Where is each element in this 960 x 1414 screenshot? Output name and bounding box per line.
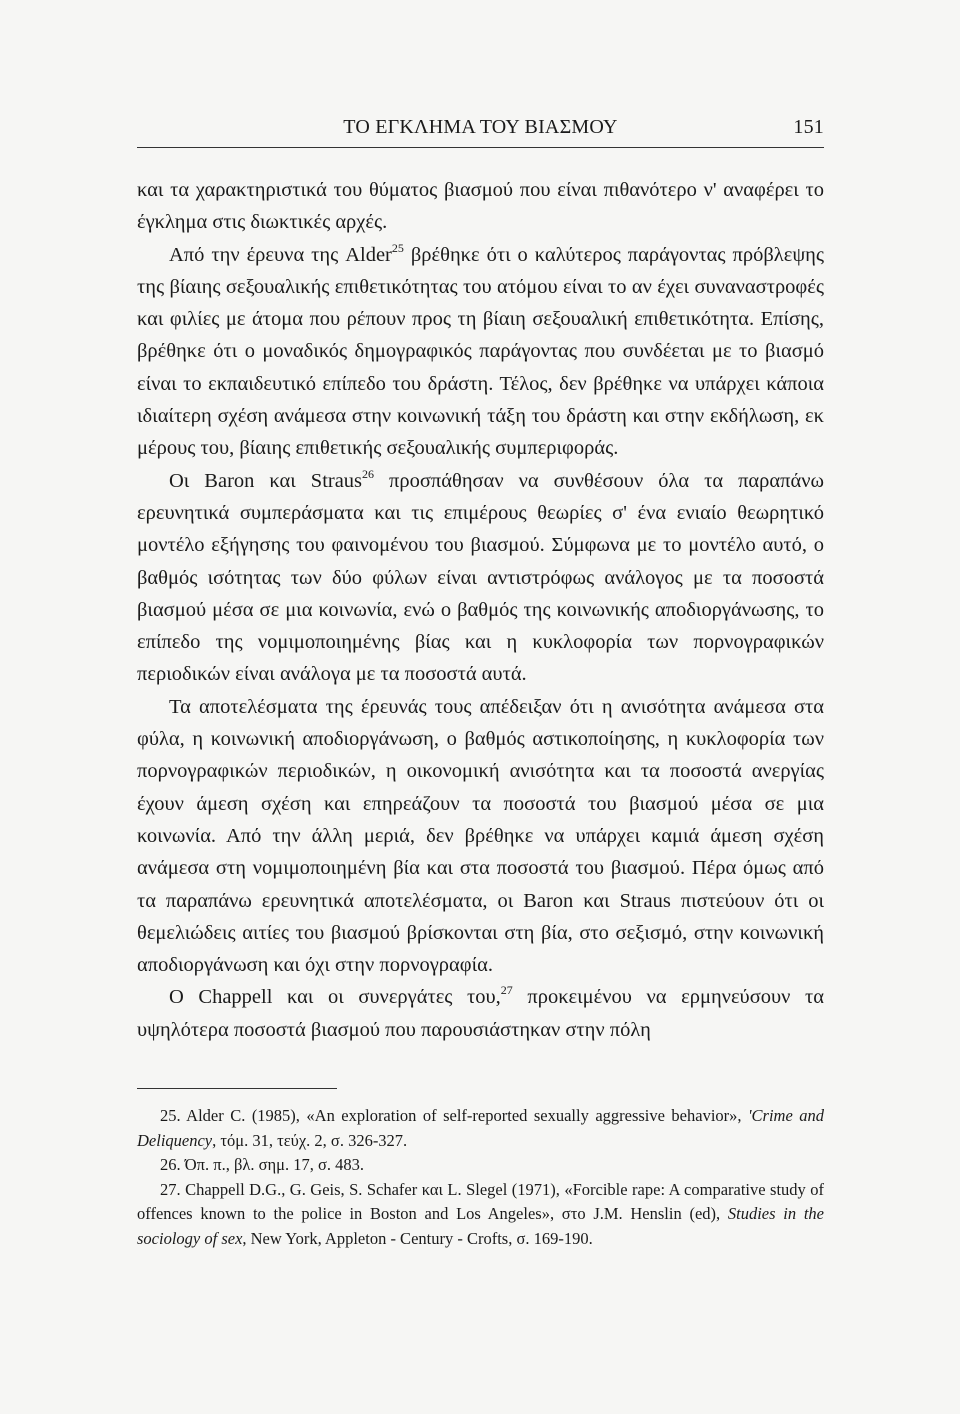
body-text: [137, 174, 824, 1046]
footnote-ref-25: 25: [391, 240, 404, 255]
footnote-26: 26. Όπ. π., βλ. σημ. 17, σ. 483.: [160, 1155, 364, 1175]
paragraph-1: και τα χαρακτηριστικά του θύματος βιασμού που είναι πιθανότερο ν' αναφέρει το έγκλημα στις διωκτικές αρχές.: [137, 179, 824, 234]
paragraph-4: Τα αποτελέσματα της έρευνάς τους απέδειξαν ότι η ανισότητα ανάμεσα στα φύλα, η κοινωνική αποδιοργάνωση, ο βαθμός αστικοποίησης, η κυκλοφορία των πορνογραφικών περιοδικών, η οικονομική ανισότητα και τα ποσοστά ανεργίας έχουν άμεση σχέση και επηρεάζουν τα ποσοστά του βιασμού μέσα σε μια κοινωνία. Από την άλλη μεριά, δεν βρέθηκε να υπάρχει καμιά άμεση σχέση ανάμεσα στη νομιμοποιημένη βία και στα ποσοστά του βιασμού. Πέρα όμως από τα παραπάνω ερευνητικά αποτελέσματα, οι Baron και Straus πιστεύουν ότι οι θεμελιώδεις αιτίες του βιασμού βρίσκονται στη βία, στο σεξισμό, στην κοινωνική αποδιοργάνωση και όχι στην πορνογραφία.: [137, 695, 824, 977]
footnote-ref-26: 26: [362, 466, 375, 481]
footnote-rule: [137, 1088, 337, 1089]
footnote-ref-27: 27: [500, 983, 513, 998]
paragraph-5: Ο Chappell και οι συνεργάτες του,$^{27}$ προκειμένου να ερμηνεύσουν τα υψηλότερα ποσοστά βιασμού που παρουσιάστηκαν στην πόλη: [137, 983, 825, 1041]
footnote-25: 25. Alder C. (1985), «An exploration of self-reported sexually aggressive behavior», 'Crime and Deliquency, τόμ. 31, τεύχ. 2, σ. 326-327.: [137, 1106, 824, 1150]
footnotes: [137, 1104, 824, 1252]
footnote-27: 27. Chappell D.G., G. Geis, S. Schafer και L. Slegel (1971), «Forcible rape: A comparative study of offences known to the police in Boston and Los Angeles», στο J.M. Henslin (ed), Studies in the sociology of sex, New York, Appleton - Century - Crofts, σ. 169-190.: [137, 1179, 824, 1248]
header-rule: [137, 147, 824, 148]
page-number: 151: [793, 116, 824, 138]
running-title: ΤΟ ΕΓΚΛΗΜΑ ΤΟΥ ΒΙΑΣΜΟΥ: [343, 116, 618, 138]
paragraph-2: Από την έρευνα της Alder$^{25}$ βρέθηκε ότι ο καλύτερος παράγοντας πρόβλεψης της βίαιης σεξουαλικής επιθετικότητας του ατόμου είναι το αν έχει συναναστροφές και φιλίες με άτομα που ρέπουν προς τη βίαιη σεξουαλική επιθετικότητα. Επίσης, βρέθηκε ότι ο μοναδικός δημογραφικός παράγοντας που συνδέεται με το βιασμό είναι το εκπαιδευτικό επίπεδο του δράστη. Τέλος, δεν βρέθηκε να υπάρχει κάποια ιδιαίτερη σχέση ανάμεσα στην κοινωνική τάξη του δράστη και στην εκδήλωση, εκ μέρους του, βίαιης επιθετικής σεξουαλικής συμπεριφοράς.: [137, 240, 824, 460]
paragraph-3: Οι Baron και Straus$^{26}$ προσπάθησαν να συνθέσουν όλα τα παραπάνω ερευνητικά συμπεράσματα και τις επιμέρους θεωρίες σ' ένα ενιαίο θεωρητικό μοντέλο εξήγησης του φαινομένου του βιασμού. Σύμφωνα με το μοντέλο αυτό, ο βαθμός ισότητας των δύο φύλων είναι αντιστρόφως ανάλογος με τα ποσοστά βιασμού μέσα σε μια κοινωνία, ενώ ο βαθμός της κοινωνικής αποδιοργάνωσης, το επίπεδο της νομιμοποιημένης βίας και η κυκλοφορία των πορνογραφικών περιοδικών είναι ανάλογα με τα ποσοστά αυτά.: [137, 466, 824, 686]
